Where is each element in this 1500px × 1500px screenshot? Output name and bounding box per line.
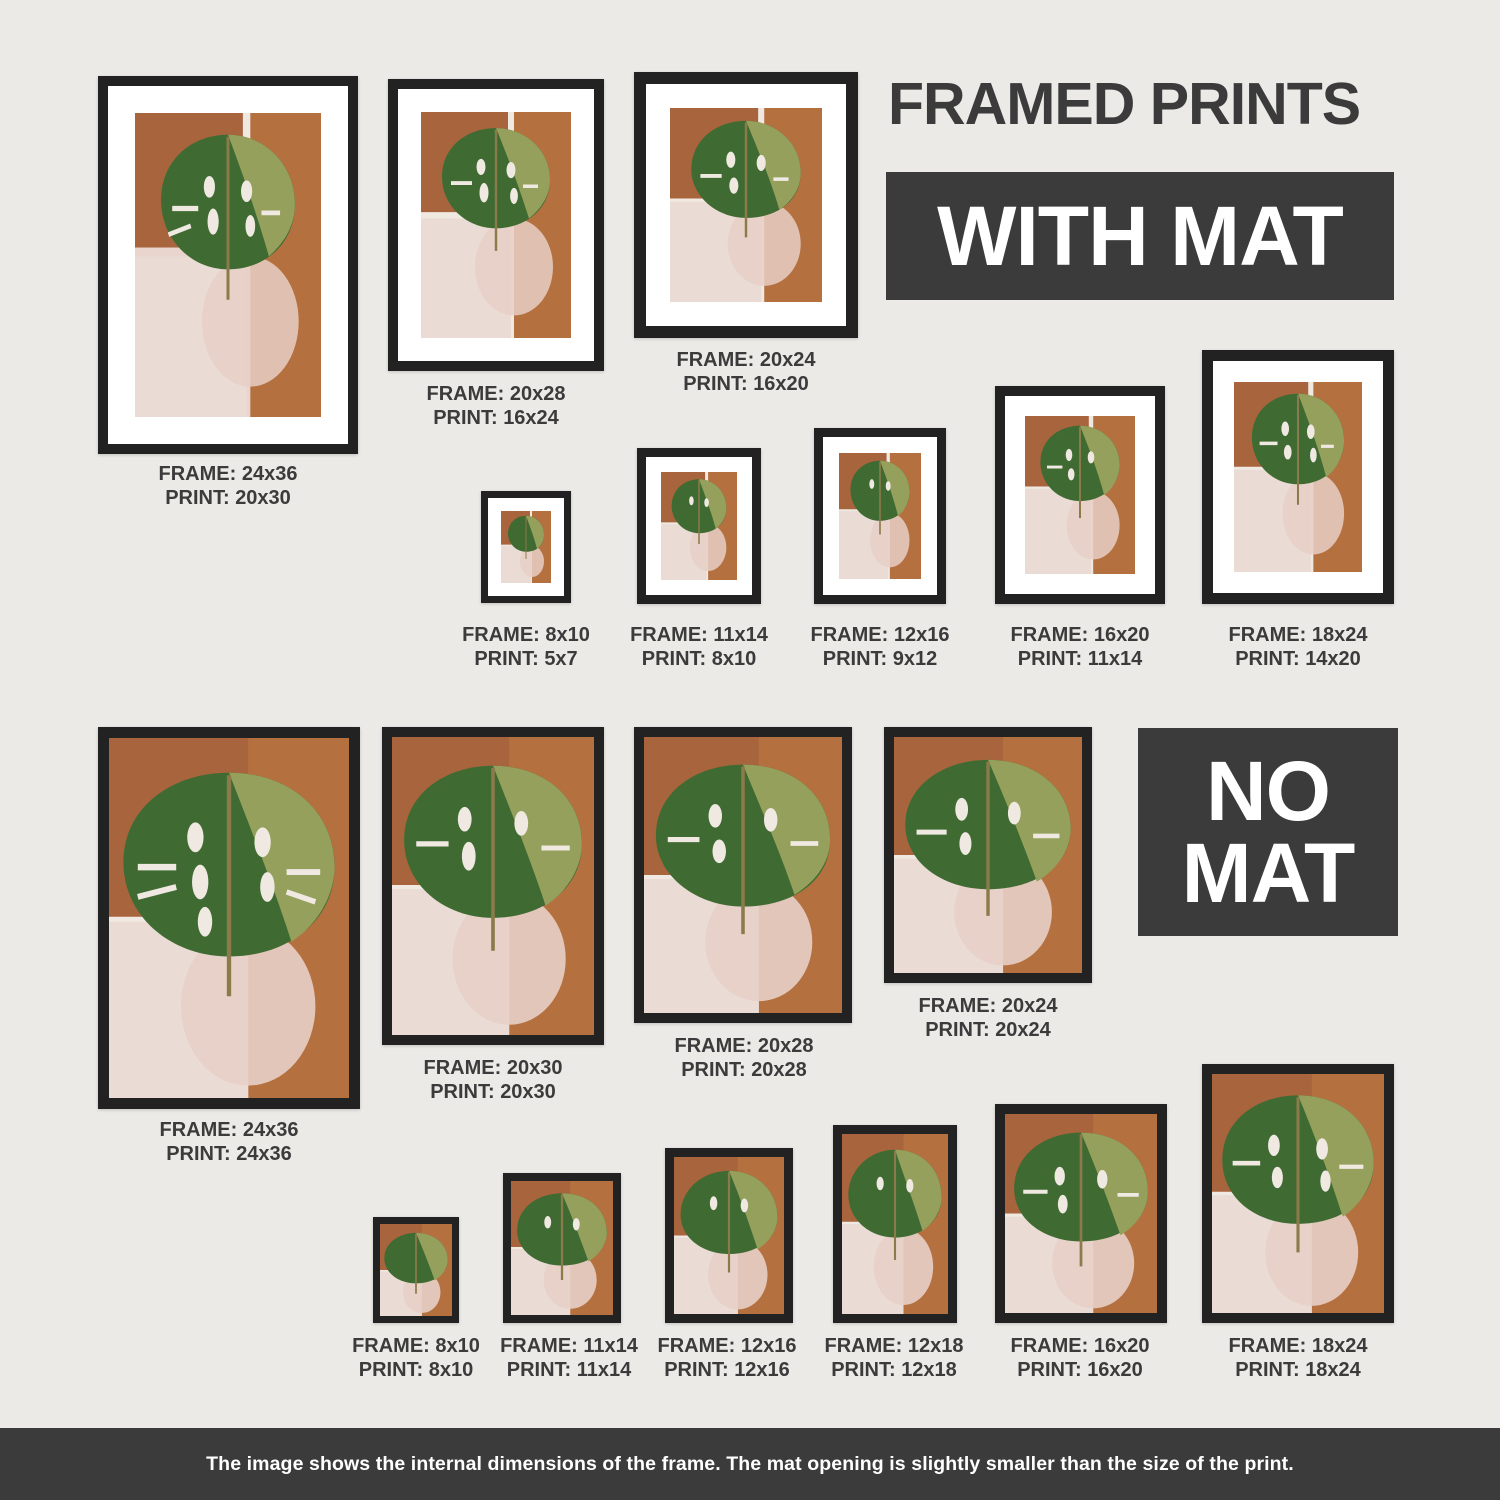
mat bbox=[488, 498, 564, 596]
caption-no-mat-20x30 bbox=[378, 1056, 608, 1105]
caption-no-mat-24x36 bbox=[98, 1118, 360, 1167]
caption-no-mat-12x16 bbox=[653, 1334, 801, 1383]
caption-with-mat-24x36 bbox=[98, 462, 358, 511]
frame-no-mat-16x20[interactable] bbox=[995, 1104, 1167, 1323]
monstera-artwork-svg bbox=[674, 1157, 784, 1314]
caption-with-mat-20x28 bbox=[380, 382, 612, 431]
mat bbox=[646, 84, 846, 326]
caption-frame-line: FRAME: 8x10 bbox=[462, 624, 590, 646]
monstera-artwork-svg bbox=[842, 1134, 948, 1314]
frame-with-mat-20x28[interactable] bbox=[388, 79, 604, 371]
caption-print-line: PRINT: 11x14 bbox=[506, 1359, 632, 1382]
artwork bbox=[670, 108, 822, 302]
caption-print-line: PRINT: 8x10 bbox=[358, 1359, 474, 1382]
monstera-artwork-svg bbox=[501, 511, 551, 583]
caption-with-mat-18x24 bbox=[1224, 623, 1372, 672]
caption-frame-line: FRAME: 20x24 bbox=[918, 995, 1058, 1017]
monstera-artwork-svg bbox=[392, 737, 594, 1035]
frame-with-mat-12x16[interactable] bbox=[814, 428, 946, 604]
artwork bbox=[1234, 382, 1362, 572]
monstera-artwork-svg bbox=[380, 1224, 452, 1316]
caption-print-line: PRINT: 16x20 bbox=[1017, 1359, 1143, 1382]
caption-frame-line: FRAME: 20x28 bbox=[426, 383, 566, 405]
caption-frame-line: FRAME: 11x14 bbox=[500, 1335, 638, 1357]
mat bbox=[1005, 396, 1155, 594]
artwork bbox=[1212, 1074, 1384, 1313]
monstera-artwork-svg bbox=[421, 112, 571, 338]
caption-no-mat-20x24 bbox=[878, 994, 1098, 1043]
artwork bbox=[1025, 416, 1135, 574]
caption-with-mat-16x20 bbox=[1006, 623, 1154, 672]
caption-frame-line: FRAME: 20x30 bbox=[423, 1057, 563, 1079]
monstera-artwork-svg bbox=[644, 737, 842, 1013]
caption-with-mat-20x24 bbox=[628, 348, 864, 397]
frame-no-mat-8x10[interactable] bbox=[373, 1217, 459, 1323]
monstera-artwork-svg bbox=[1025, 416, 1135, 574]
monstera-artwork-svg bbox=[511, 1181, 613, 1315]
frame-no-mat-20x24[interactable] bbox=[884, 727, 1092, 983]
caption-frame-line: FRAME: 16x20 bbox=[1010, 624, 1150, 646]
caption-print-line: PRINT: 24x36 bbox=[166, 1143, 292, 1166]
monstera-artwork-svg bbox=[135, 113, 321, 417]
artwork bbox=[501, 511, 551, 583]
heading-no-mat bbox=[1138, 728, 1398, 936]
caption-print-line: PRINT: 11x14 bbox=[1017, 648, 1143, 671]
monstera-artwork-svg bbox=[109, 738, 349, 1098]
heading-no-mat-line1: NO bbox=[1206, 743, 1330, 838]
artwork bbox=[109, 738, 349, 1098]
caption-with-mat-8x10 bbox=[456, 623, 596, 672]
caption-no-mat-12x18 bbox=[820, 1334, 968, 1383]
caption-print-line: PRINT: 16x20 bbox=[683, 373, 809, 396]
frame-no-mat-18x24[interactable] bbox=[1202, 1064, 1394, 1323]
frame-with-mat-24x36[interactable] bbox=[98, 76, 358, 454]
frame-with-mat-8x10[interactable] bbox=[481, 491, 571, 603]
monstera-artwork-svg bbox=[670, 108, 822, 302]
heading-with-mat: WITH MAT bbox=[886, 172, 1394, 300]
frame-with-mat-18x24[interactable] bbox=[1202, 350, 1394, 604]
monstera-artwork-svg bbox=[1212, 1074, 1384, 1313]
caption-frame-line: FRAME: 20x24 bbox=[676, 349, 816, 371]
footer-note: The image shows the internal dimensions of the frame. The mat opening is slightly smaller than the size of the print. bbox=[0, 1428, 1500, 1500]
frame-no-mat-20x28[interactable] bbox=[634, 727, 852, 1023]
mat bbox=[823, 437, 937, 595]
heading-framed-prints: FRAMED PRINTS bbox=[888, 71, 1361, 137]
caption-print-line: PRINT: 20x24 bbox=[925, 1019, 1051, 1042]
caption-print-line: PRINT: 20x30 bbox=[165, 487, 291, 510]
frame-no-mat-12x18[interactable] bbox=[833, 1125, 957, 1323]
caption-print-line: PRINT: 14x20 bbox=[1235, 648, 1361, 671]
caption-frame-line: FRAME: 18x24 bbox=[1228, 1335, 1368, 1357]
caption-print-line: PRINT: 5x7 bbox=[474, 648, 578, 671]
artwork bbox=[392, 737, 594, 1035]
caption-no-mat-11x14 bbox=[495, 1334, 643, 1383]
caption-frame-line: FRAME: 16x20 bbox=[1010, 1335, 1150, 1357]
artwork bbox=[380, 1224, 452, 1316]
artwork bbox=[661, 472, 737, 580]
caption-frame-line: FRAME: 24x36 bbox=[159, 1119, 299, 1141]
caption-print-line: PRINT: 9x12 bbox=[822, 648, 938, 671]
mat bbox=[108, 86, 348, 444]
caption-frame-line: FRAME: 12x16 bbox=[657, 1335, 797, 1357]
frame-no-mat-20x30[interactable] bbox=[382, 727, 604, 1045]
caption-print-line: PRINT: 16x24 bbox=[433, 407, 559, 430]
caption-frame-line: FRAME: 24x36 bbox=[158, 463, 298, 485]
caption-print-line: PRINT: 12x18 bbox=[831, 1359, 957, 1382]
caption-no-mat-16x20 bbox=[1006, 1334, 1154, 1383]
caption-print-line: PRINT: 12x16 bbox=[664, 1359, 790, 1382]
frame-no-mat-24x36[interactable] bbox=[98, 727, 360, 1109]
frame-with-mat-20x24[interactable] bbox=[634, 72, 858, 338]
artwork bbox=[421, 112, 571, 338]
caption-print-line: PRINT: 20x28 bbox=[681, 1059, 807, 1082]
caption-no-mat-18x24 bbox=[1224, 1334, 1372, 1383]
caption-no-mat-20x28 bbox=[628, 1034, 860, 1083]
frame-no-mat-12x16[interactable] bbox=[665, 1148, 793, 1323]
caption-frame-line: FRAME: 18x24 bbox=[1228, 624, 1368, 646]
caption-no-mat-8x10 bbox=[342, 1334, 490, 1383]
frame-no-mat-11x14[interactable] bbox=[503, 1173, 621, 1323]
monstera-artwork-svg bbox=[839, 453, 921, 579]
caption-print-line: PRINT: 18x24 bbox=[1235, 1359, 1361, 1382]
caption-frame-line: FRAME: 8x10 bbox=[352, 1335, 480, 1357]
caption-frame-line: FRAME: 20x28 bbox=[674, 1035, 814, 1057]
artwork bbox=[644, 737, 842, 1013]
monstera-artwork-svg bbox=[1234, 382, 1362, 572]
artwork bbox=[674, 1157, 784, 1314]
frame-with-mat-16x20[interactable] bbox=[995, 386, 1165, 604]
caption-frame-line: FRAME: 11x14 bbox=[630, 624, 768, 646]
caption-frame-line: FRAME: 12x18 bbox=[824, 1335, 964, 1357]
mat bbox=[646, 457, 752, 595]
monstera-artwork-svg bbox=[661, 472, 737, 580]
monstera-artwork-svg bbox=[1005, 1114, 1157, 1313]
artwork bbox=[511, 1181, 613, 1315]
caption-print-line: PRINT: 8x10 bbox=[641, 648, 757, 671]
artwork bbox=[894, 737, 1082, 973]
mat bbox=[398, 89, 594, 361]
artwork bbox=[135, 113, 321, 417]
caption-frame-line: FRAME: 12x16 bbox=[810, 624, 950, 646]
artwork bbox=[839, 453, 921, 579]
caption-print-line: PRINT: 20x30 bbox=[430, 1081, 556, 1104]
caption-with-mat-11x14 bbox=[625, 623, 773, 672]
artwork bbox=[1005, 1114, 1157, 1313]
frame-with-mat-11x14[interactable] bbox=[637, 448, 761, 604]
artwork bbox=[842, 1134, 948, 1314]
caption-with-mat-12x16 bbox=[806, 623, 954, 672]
mat bbox=[1213, 361, 1383, 593]
monstera-artwork-svg bbox=[894, 737, 1082, 973]
heading-no-mat-line2: MAT bbox=[1181, 826, 1355, 920]
